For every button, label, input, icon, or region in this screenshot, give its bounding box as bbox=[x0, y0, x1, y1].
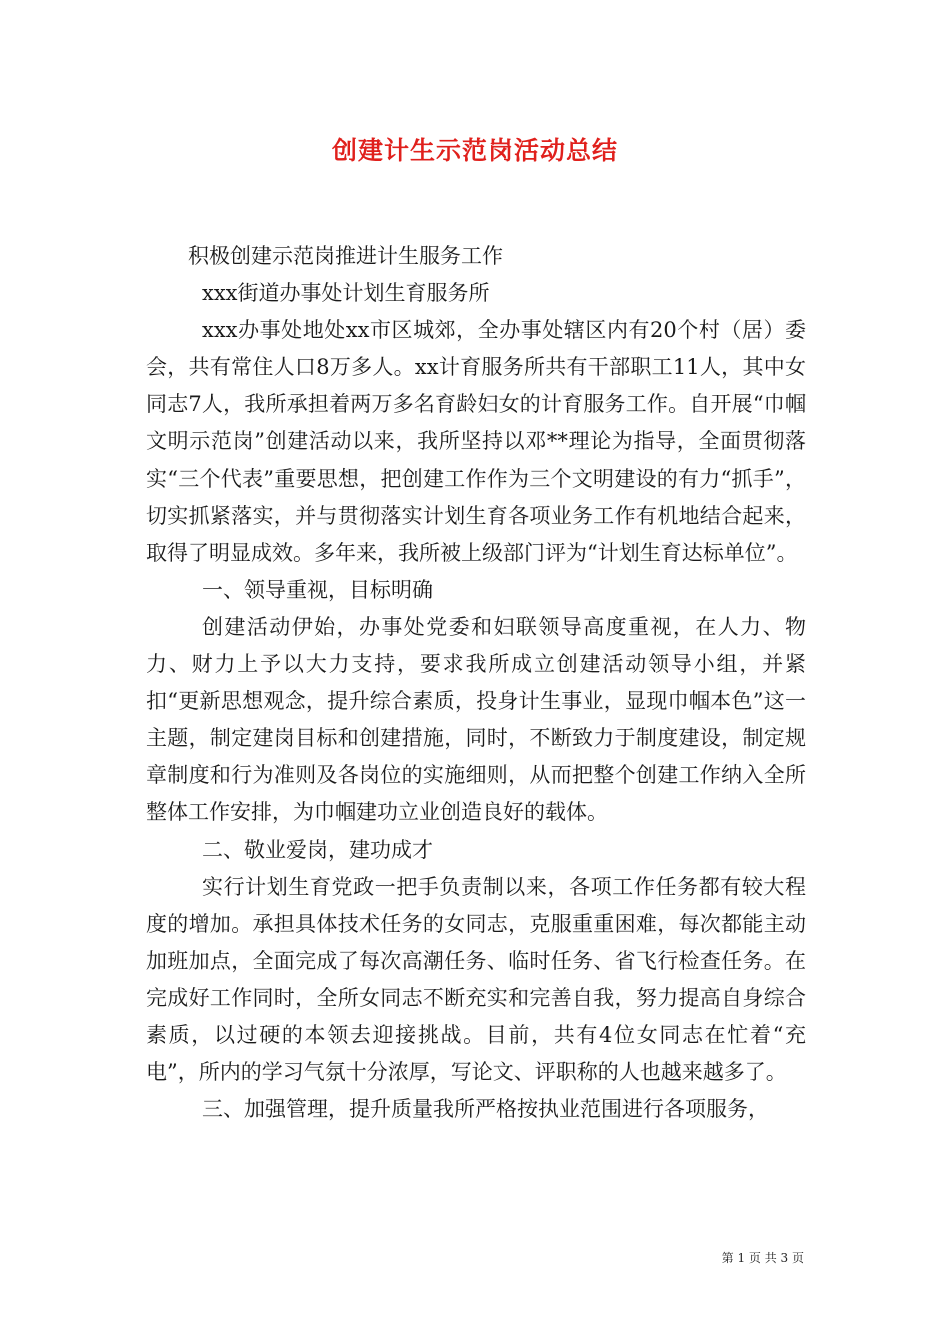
section-heading-3: 三、加强管理，提升质量我所严格按执业范围进行各项服务， bbox=[202, 1097, 769, 1122]
document-title: 创建计生示范岗活动总结 bbox=[331, 136, 618, 165]
intro-paragraph: xxx办事处地处xx市区城郊，全办事处辖区内有20个村（居）委会，共有常住人口8万多人。xx计育服务所共有干部职工11人，其中女同志7人，我所承担着两万多名育龄妇女的计育服务工作。自开展“巾帼文明示范岗”创建活动以来，我所坚持以邓**理论为指导，全面贯彻落实“三个代表”重要思想，把创建工作作为三个文明建设的有力“抓手”，切实抓紧落实，并与贯彻落实计划生育各项业务工作有机地结合起来，取得了明显成效。多年来，我所被上级部门评为“计划生育达标单位”。 bbox=[146, 318, 806, 565]
document-body bbox=[146, 238, 806, 1128]
document-subtitle: 积极创建示范岗推进计生服务工作 bbox=[188, 244, 503, 268]
section-heading-2: 二、敬业爱岗，建功成才 bbox=[202, 837, 433, 862]
section-2-paragraph: 实行计划生育党政一把手负责制以来，各项工作任务都有较大程度的增加。承担具体技术任务的女同志，克服重重困难，每次都能主动加班加点，全面完成了每次高潮任务、临时任务、省飞行检查任务。在完成好工作同时，全所女同志不断充实和完善自我，努力提高自身综合素质，以过硬的本领去迎接挑战。目前，共有4位女同志在忙着“充电”，所内的学习气氛十分浓厚，写论文、评职称的人也越来越多了。 bbox=[146, 874, 806, 1085]
page-number-footer: 第 1 页 共 3 页 bbox=[721, 1251, 804, 1265]
section-1-paragraph: 创建活动伊始，办事处党委和妇联领导高度重视，在人力、物力、财力上予以大力支持，要求我所成立创建活动领导小组，并紧扣“更新思想观念，提升综合素质，投身计生事业，显现巾帼本色”这一主题，制定建岗目标和创建措施，同时，不断致力于制度建设，制定规章制度和行为准则及各岗位的实施细则，从而把整个创建工作纳入全所整体工作安排，为巾帼建功立业创造良好的载体。 bbox=[146, 614, 806, 825]
section-heading-1: 一、领导重视，目标明确 bbox=[202, 577, 433, 602]
organization-name: xxx街道办事处计划生育服务所 bbox=[202, 281, 490, 306]
